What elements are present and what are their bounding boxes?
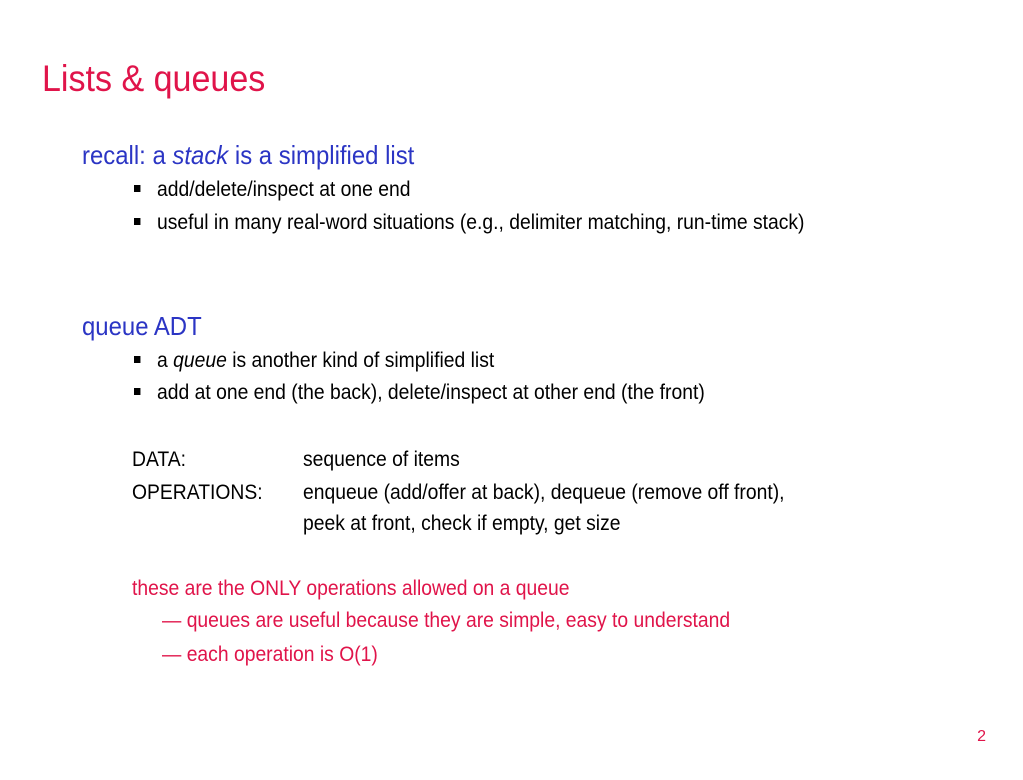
note-line-3: — each operation is O(1): [162, 643, 378, 666]
stack-heading: [82, 140, 414, 171]
note-line-1: these are the ONLY operations allowed on a queue: [132, 577, 570, 600]
stack-bullet-2-text: useful in many real-word situations (e.g., delimiter matching, run-time stack): [157, 211, 805, 234]
stack-bullet-1-text: add/delete/inspect at one end: [157, 178, 411, 201]
queue-bullet-2-text: add at one end (the back), delete/inspect at other end (the front): [157, 381, 705, 404]
queue-bullet-2: [134, 381, 705, 405]
page-number: 2: [977, 728, 986, 745]
data-label: DATA:: [132, 448, 187, 471]
stack-heading-emph: stack: [172, 140, 229, 170]
queue-bullet-1-emph: queue: [173, 349, 227, 372]
stack-bullet-1: [134, 178, 411, 202]
operations-label: OPERATIONS:: [132, 481, 263, 504]
operations-line-1: enqueue (add/offer at back), dequeue (remove off front),: [303, 481, 785, 504]
square-bullet-icon: [134, 218, 140, 225]
square-bullet-icon: [134, 388, 140, 395]
note-line-2: — queues are useful because they are simple, easy to understand: [162, 609, 731, 632]
data-value: sequence of items: [303, 448, 460, 471]
queue-heading: queue ADT: [82, 311, 202, 341]
slide-title: Lists & queues: [42, 58, 266, 99]
stack-heading-prefix: recall: a: [82, 140, 173, 170]
square-bullet-icon: [134, 185, 140, 192]
square-bullet-icon: [134, 356, 140, 363]
stack-bullet-2: [134, 211, 804, 235]
queue-bullet-1-suffix: is another kind of simplified list: [226, 349, 495, 372]
stack-heading-suffix: is a simplified list: [228, 140, 415, 170]
operations-line-2: peek at front, check if empty, get size: [303, 512, 621, 535]
queue-bullet-1: [134, 349, 494, 373]
queue-bullet-1-prefix: a: [157, 349, 174, 372]
